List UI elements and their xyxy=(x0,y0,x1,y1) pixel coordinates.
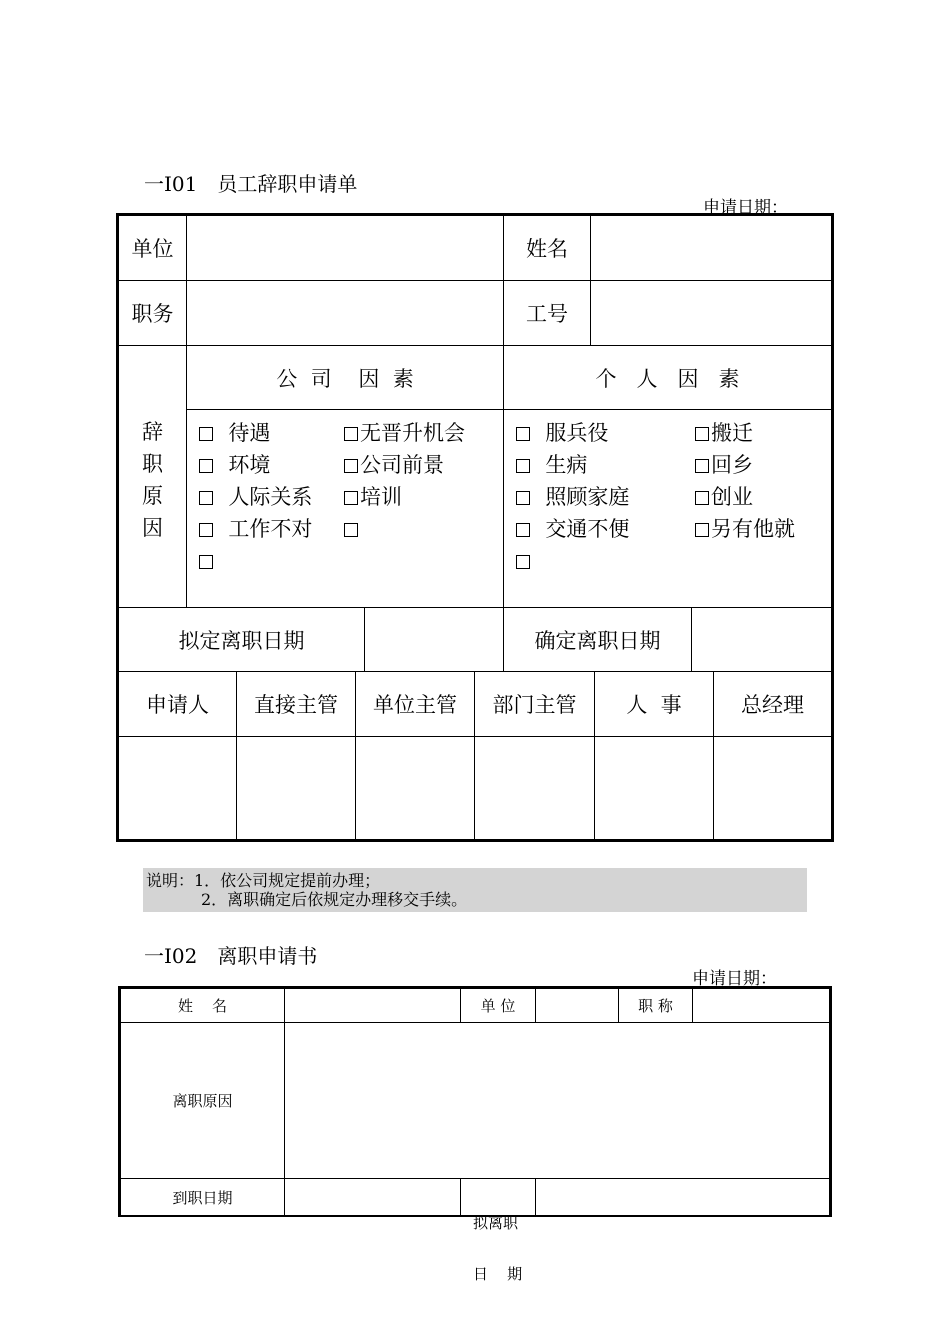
checkbox-option[interactable]: 另有他就 xyxy=(695,513,795,545)
confirmed-leave-date-label: 确定离职日期 xyxy=(534,628,661,653)
checkbox-option[interactable] xyxy=(516,545,532,577)
divider xyxy=(186,409,831,410)
employee-no-value-field[interactable] xyxy=(591,281,831,345)
resignation-form xyxy=(116,213,834,842)
resignation-application-form xyxy=(118,986,832,1283)
checkbox-icon[interactable] xyxy=(344,459,358,473)
checkbox-icon[interactable] xyxy=(199,459,213,473)
checkbox-icon[interactable] xyxy=(516,491,530,505)
checkbox-option[interactable]: 无晋升机会 xyxy=(344,417,465,449)
reason-label: 离职原因 xyxy=(172,1092,233,1110)
planned-leave-date-label xyxy=(473,1181,522,1317)
job-title-value-field[interactable] xyxy=(693,989,829,1022)
divider xyxy=(460,1178,461,1215)
name-value-field[interactable] xyxy=(285,989,460,1022)
join-date-label: 到职日期 xyxy=(172,1188,233,1207)
job-title-label: 职 称 xyxy=(638,997,673,1015)
employee-no-label: 工号 xyxy=(526,302,568,326)
checkbox-icon[interactable] xyxy=(516,427,530,441)
checkbox-option[interactable]: 人际关系 xyxy=(199,481,312,513)
planned-leave-label-line: 拟离职 xyxy=(473,1214,519,1232)
reason-label-char: 辞 xyxy=(142,420,163,444)
checkbox-option[interactable]: 回乡 xyxy=(695,449,753,481)
form2-date-label: 申请日期： xyxy=(692,969,777,989)
checkbox-option[interactable]: 培训 xyxy=(344,481,402,513)
checkbox-icon[interactable] xyxy=(199,523,213,537)
signature-box[interactable] xyxy=(119,737,236,839)
personal-factors-header: 个 人 因 素 xyxy=(595,366,740,391)
checkbox-icon[interactable] xyxy=(695,427,709,441)
unit-value-field[interactable] xyxy=(187,216,503,280)
checkbox-option[interactable]: 工作不对 xyxy=(199,513,312,545)
signature-header: 部门主管 xyxy=(492,693,577,717)
checkbox-icon[interactable] xyxy=(199,555,213,569)
signature-header: 直接主管 xyxy=(254,693,338,717)
signature-header: 单位主管 xyxy=(373,693,457,717)
company-factors-header: 公 司 因 素 xyxy=(276,366,414,391)
checkbox-icon[interactable] xyxy=(199,427,213,441)
position-value-field[interactable] xyxy=(187,281,503,345)
join-date-field[interactable] xyxy=(285,1179,460,1215)
checkbox-icon[interactable] xyxy=(516,555,530,569)
signature-box[interactable] xyxy=(237,737,355,839)
unit-label: 单位 xyxy=(131,237,174,261)
confirmed-leave-date-field[interactable] xyxy=(692,608,831,671)
signature-box[interactable] xyxy=(356,737,474,839)
position-label: 职务 xyxy=(131,302,174,326)
name-label: 姓 名 xyxy=(177,997,228,1015)
planned-leave-date-field[interactable] xyxy=(365,608,503,671)
note-line: 2．离职确定后依规定办理移交手续。 xyxy=(201,890,468,909)
form1-date-label: 申请日期： xyxy=(703,198,788,218)
checkbox-icon[interactable] xyxy=(695,491,709,505)
form1-title: 一I01 员工辞职申请单 xyxy=(144,172,358,196)
form2-title: 一I02 离职申请书 xyxy=(144,944,318,968)
unit-label: 单 位 xyxy=(480,997,516,1015)
signature-header: 总经理 xyxy=(741,693,804,717)
checkbox-icon[interactable] xyxy=(695,459,709,473)
unit-value-field[interactable] xyxy=(536,989,618,1022)
checkbox-icon[interactable] xyxy=(344,427,358,441)
checkbox-icon[interactable] xyxy=(199,491,213,505)
checkbox-option[interactable]: 照顾家庭 xyxy=(516,481,629,513)
name-value-field[interactable] xyxy=(591,216,831,280)
checkbox-icon[interactable] xyxy=(344,523,358,537)
checkbox-option[interactable] xyxy=(199,545,215,577)
signature-box[interactable] xyxy=(714,737,831,839)
checkbox-icon[interactable] xyxy=(344,491,358,505)
instructions-note xyxy=(143,868,807,912)
checkbox-option[interactable]: 待遇 xyxy=(199,417,270,449)
checkbox-option[interactable]: 交通不便 xyxy=(516,513,629,545)
checkbox-option[interactable]: 服兵役 xyxy=(516,417,608,449)
checkbox-icon[interactable] xyxy=(516,459,530,473)
signature-box[interactable] xyxy=(475,737,594,839)
signature-header: 申请人 xyxy=(146,693,209,717)
resignation-reason-label xyxy=(119,416,186,544)
signature-box[interactable] xyxy=(595,737,713,839)
reason-value-field[interactable] xyxy=(285,1023,829,1178)
planned-leave-date-label: 拟定离职日期 xyxy=(178,628,305,653)
signature-header: 人 事 xyxy=(626,693,682,717)
checkbox-icon[interactable] xyxy=(516,523,530,537)
checkbox-option[interactable]: 搬迁 xyxy=(695,417,753,449)
checkbox-option[interactable]: 创业 xyxy=(695,481,753,513)
name-label: 姓名 xyxy=(526,237,568,261)
reason-label-char: 职 xyxy=(142,452,163,476)
reason-label-char: 原 xyxy=(142,484,163,508)
planned-leave-label-line: 日 期 xyxy=(473,1265,523,1283)
reason-label-char: 因 xyxy=(142,516,163,540)
checkbox-icon[interactable] xyxy=(695,523,709,537)
note-line: 说明：1．依公司规定提前办理； xyxy=(146,871,381,890)
checkbox-option[interactable]: 环境 xyxy=(199,449,270,481)
planned-leave-date-field[interactable] xyxy=(536,1179,829,1215)
checkbox-option[interactable]: 公司前景 xyxy=(344,449,444,481)
checkbox-option[interactable]: 生病 xyxy=(516,449,587,481)
checkbox-option[interactable] xyxy=(344,513,360,545)
